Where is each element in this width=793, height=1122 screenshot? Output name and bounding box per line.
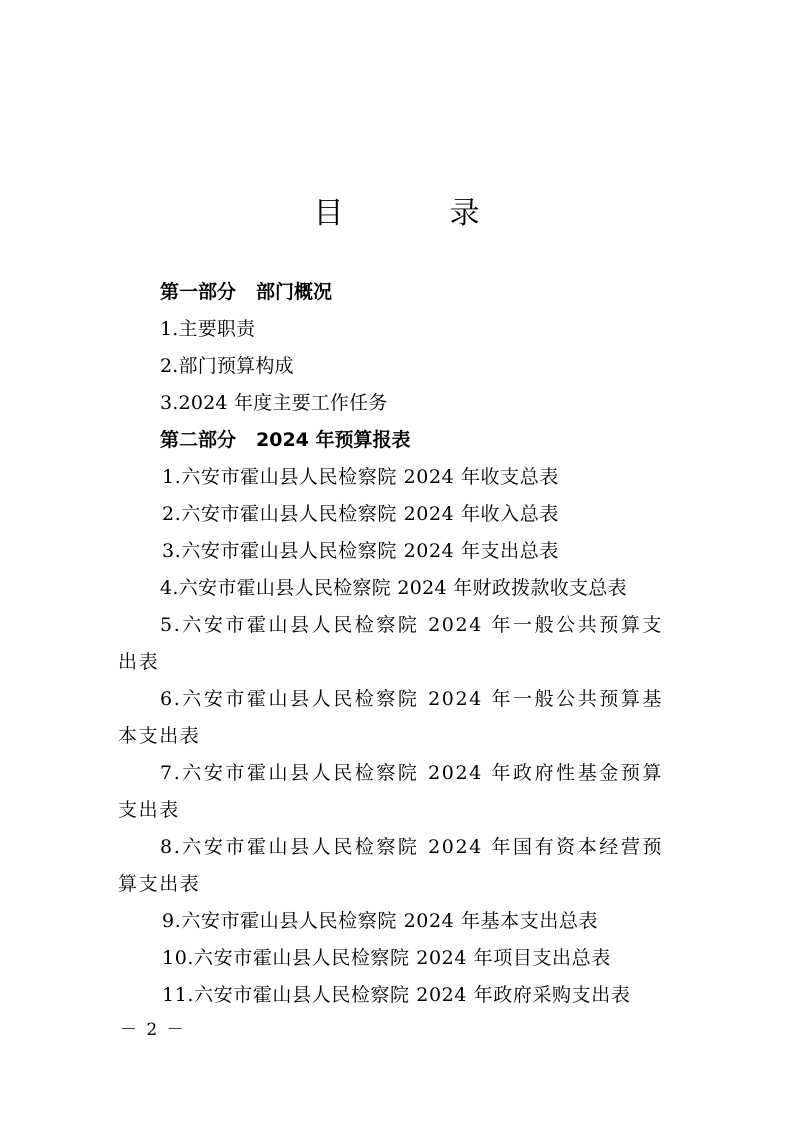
table-of-contents <box>118 274 663 1014</box>
toc-item-table-3[interactable]: 3.六安市霍山县人民检察院 2024 年支出总表 <box>162 540 559 562</box>
part2-name: 2024 年预算报表 <box>256 429 411 451</box>
page-title: 目 录 <box>313 196 518 231</box>
toc-item-table-7[interactable]: 7.六安市霍山县人民检察院 2024 年政府性基金预算支出表 <box>118 762 663 821</box>
toc-item-budget-composition[interactable]: 2.部门预算构成 <box>160 355 294 377</box>
part2-heading[interactable] <box>118 422 663 459</box>
toc-item-duties[interactable]: 1.主要职责 <box>160 318 256 340</box>
toc-item-table-6[interactable]: 6.六安市霍山县人民检察院 2024 年一般公共预算基本支出表 <box>118 688 663 747</box>
toc-item-table-10[interactable]: 10.六安市霍山县人民检察院 2024 年项目支出总表 <box>162 947 611 969</box>
toc-item-table-8[interactable]: 8.六安市霍山县人民检察院 2024 年国有资本经营预算支出表 <box>118 836 663 895</box>
part1-label: 第一部分 <box>160 281 237 303</box>
toc-item-table-11[interactable]: 11.六安市霍山县人民检察院 2024 年政府采购支出表 <box>162 984 631 1006</box>
toc-item-table-4[interactable]: 4.六安市霍山县人民检察院 2024 年财政拨款收支总表 <box>160 577 627 599</box>
page-number: － 2 － <box>120 1020 186 1040</box>
toc-item-annual-tasks[interactable]: 3.2024 年度主要工作任务 <box>160 392 388 414</box>
part2-label: 第二部分 <box>160 429 237 451</box>
toc-item-table-1[interactable]: 1.六安市霍山县人民检察院 2024 年收支总表 <box>162 466 559 488</box>
part1-name: 部门概况 <box>256 281 333 303</box>
toc-item-table-2[interactable]: 2.六安市霍山县人民检察院 2024 年收入总表 <box>162 503 559 525</box>
toc-item-table-5[interactable]: 5.六安市霍山县人民检察院 2024 年一般公共预算支出表 <box>118 614 663 673</box>
toc-item-table-9[interactable]: 9.六安市霍山县人民检察院 2024 年基本支出总表 <box>162 910 599 932</box>
part1-heading[interactable] <box>118 274 663 311</box>
